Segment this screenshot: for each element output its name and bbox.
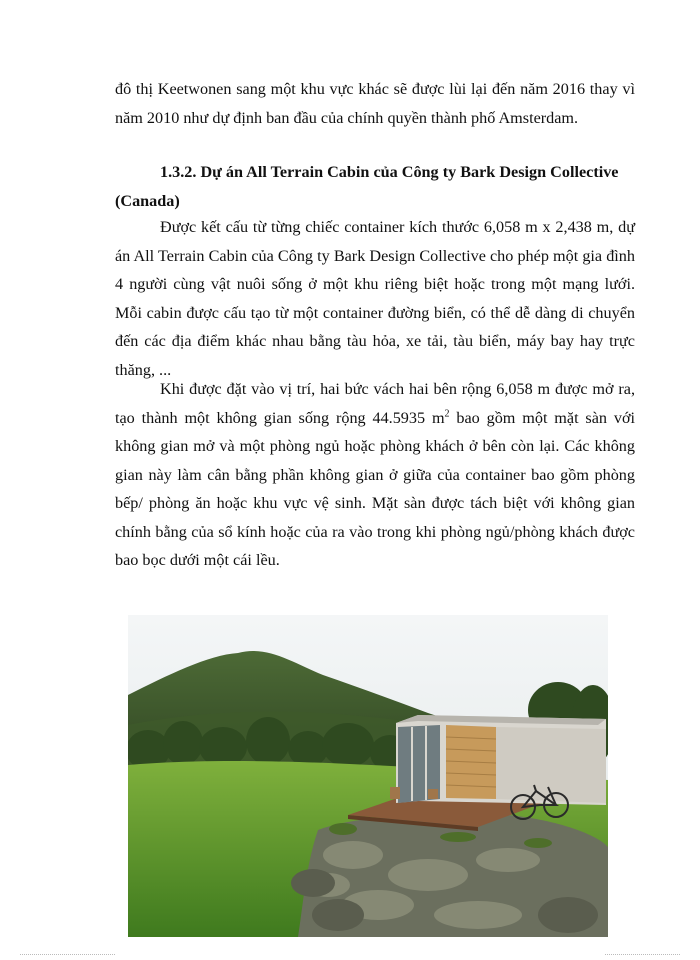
paragraph-placement: [115, 375, 635, 575]
paragraph-keetwonen: đô thị Keetwonen sang một khu vực khác sẽ được lùi lại đến năm 2016 thay vì năm 2010 như dự định ban đầu của chính quyền thành phố Amsterdam.: [115, 80, 635, 127]
placement-text-start: Khi được đặt vào vị trí, hai bức vách hai bên rộng 6,058 m được mở ra, tạo thành một không gian sống rộng 44.5935 m: [115, 380, 635, 427]
footer-divider-left: [20, 954, 115, 957]
cabin-photo: [128, 615, 608, 937]
paragraph-all-terrain-cabin: Được kết cấu từ từng chiếc container kích thước 6,058 m x 2,438 m, dự án All Terrain Cabin của Công ty Bark Design Collective cho phép một gia đình 4 người cùng vật nuôi sống ở một khu riêng biệt hoặc trong một mạng lưới. Mỗi cabin được cấu tạo từ một container đường biển, có thể dễ dàng di chuyển đến các địa điểm khác nhau bằng tàu hỏa, xe tải, tàu biển, máy bay hay trực thăng, ...: [115, 218, 635, 379]
footer-divider-right: [605, 954, 680, 957]
section-heading: 1.3.2. Dự án All Terrain Cabin của Công ty Bark Design Collective (Canada): [115, 163, 619, 210]
placement-text-end: bao gồm một mặt sàn với không gian mở và một phòng ngủ hoặc phòng khách ở bên còn lại. Các không gian này làm cân bằng phần không gian ở giữa của container bao gồm phòng bếp/ phòng ăn hoặc khu vực vệ sinh. Mặt sàn được tách biệt với không gian chính bằng của sổ kính hoặc của ra vào trong khi phòng ngủ/phòng khách được bao bọc dưới một cái lều.: [115, 408, 635, 569]
superscript-exponent: 2: [444, 408, 450, 420]
